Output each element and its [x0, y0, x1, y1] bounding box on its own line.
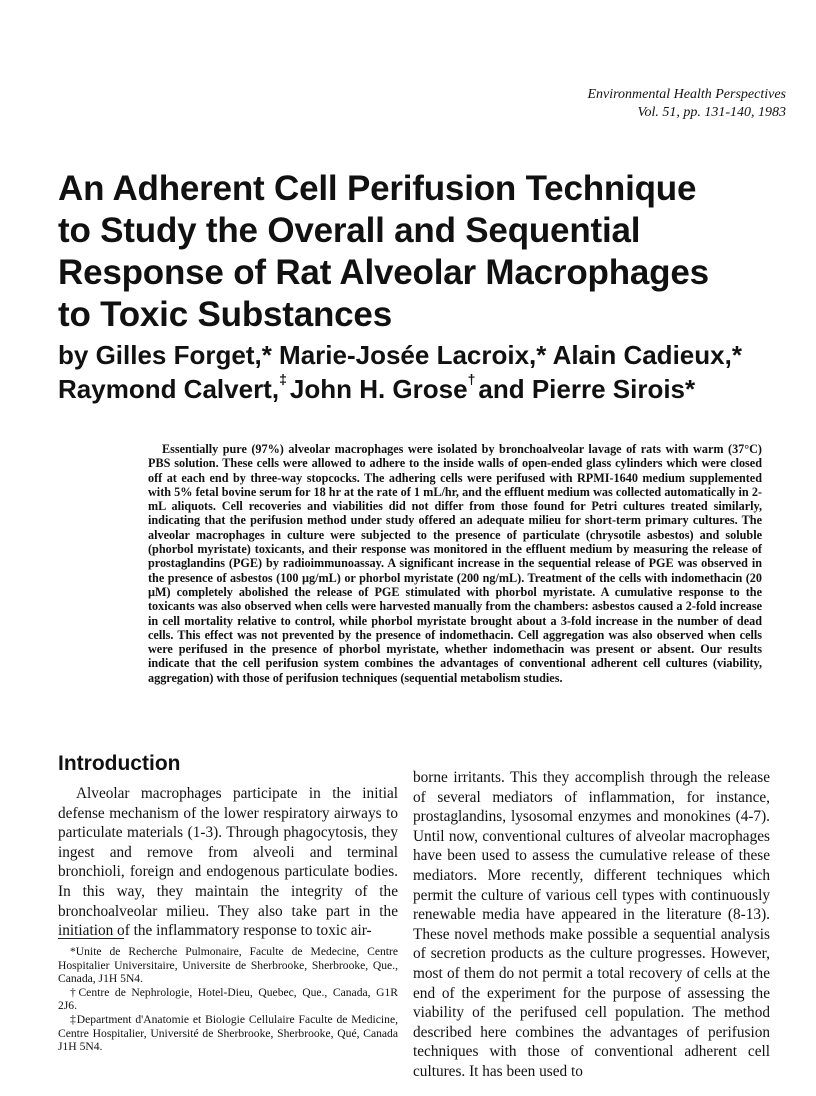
footnotes [58, 945, 398, 1054]
footnote: *Unite de Recherche Pulmonaire, Faculte de Medecine, Centre Hospitalier Universitaire, Universite de Sherbrooke, Sherbrooke, Que., Canada, J1H 5N4. [58, 945, 398, 986]
footnote: ‡Department d'Anatomie et Biologie Cellulaire Faculte de Medicine, Centre Hospitalier, Université de Sherbrooke, Sherbrooke, Qué, Canada J1H 5N4. [58, 1012, 398, 1054]
author-line: by Gilles Forget,* Marie-Josée Lacroix,* Alain Cadieux,* [58, 340, 742, 370]
author-line [58, 372, 798, 406]
journal-volume: Vol. 51, pp. 131-140, 1983 [637, 105, 786, 120]
journal-name: Environmental Health Perspectives [587, 87, 786, 102]
author-name: John H. Grose [289, 374, 468, 404]
article-title [58, 168, 798, 336]
body-text-right: borne irritants. This they accomplish through the release of several mediators of inflammation, for instance, prostaglandins, lysosomal enzymes and monokines (4-7). Until now, conventional cultures of alveolar macrophages have been used to assess the cumulative release of these mediators. More recently, different techniques which permit the culture of various cell types with continuously renewable media have appeared in the literature (8-13). These novel methods make possible a sequential analysis of secretion products as the culture progresses. However, most of them do not permit a total recovery of cells at the end of the experiment for the purpose of assessing the viability of the perifused cell population. The method described here combines the advantages of perifusion techniques with those of conventional adherent cell cultures. It has been used to [413, 769, 770, 1080]
journal-citation [587, 86, 786, 122]
title-line: to Toxic Substances [58, 295, 392, 334]
author-name: Raymond Calvert, [58, 374, 280, 404]
author-name: and Pierre Sirois* [478, 374, 696, 404]
title-line: Response of Rat Alveolar Macrophages [58, 253, 709, 292]
affiliation-mark: † [467, 371, 476, 387]
title-line: to Study the Overall and Sequential [58, 211, 641, 250]
footnote: †Centre de Nephrologie, Hotel-Dieu, Quebec, Que., Canada, G1R 2J6. [58, 985, 398, 1013]
author-list [58, 338, 798, 406]
footnote-divider [58, 938, 124, 939]
affiliation-mark: ‡ [279, 371, 287, 387]
section-heading: Introduction [58, 752, 181, 775]
abstract: Essentially pure (97%) alveolar macrophages were isolated by bronchoalveolar lavage of rats with warm (37°C) PBS solution. These cells were allowed to adhere to the inside walls of open-ended glass cylinders which were closed off at each end by three-way stopcocks. The adhering cells were perifused with RPMI-1640 medium supplemented with 5% fetal bovine serum for 18 hr at the rate of 1 mL/hr, and the effluent medium was collected automatically in 2-mL aliquots. Cell recoveries and viabilities did not differ from those found for Petri cultures treated similarly, indicating that the perifusion method under study offered an adequate milieu for short-term primary cultures. The alveolar macrophages in culture were subjected to the presence of particulate (chrysotile asbestos) and soluble (phorbol myristate) toxicants, and their response was monitored in the effluent medium by measuring the release of prostaglandins (PGE) by radioimmunoassay. A significant increase in the sequential release of PGE was observed in the presence of asbestos (100 µg/mL) or phorbol myristate (200 ng/mL). Treatment of the cells with indomethacin (20 µM) completely abolished the release of PGE stimulated with phorbol myristate. A cumulative response to the toxicants was also observed when cells were harvested manually from the chambers: asbestos caused a 2-fold increase in cell mortality relative to control, while phorbol myristate brought about a 3-fold increase in the number of dead cells. This effect was not prevented by the presence of indomethacin. Cell aggregation was also observed when cells were perifused in the presence of phorbol myristate, whether indomethacin was present or absent. Our results indicate that the cell perifusion system combines the advantages of conventional adherent cell cultures (viability, aggregation) with those of perifusion techniques (sequential metabolism studies. [148, 442, 762, 685]
body-text-left: Alveolar macrophages participate in the initial defense mechanism of the lower respiratory airways to particulate materials (1-3). Through phagocytosis, they ingest and remove from alveoli and terminal bronchioli, foreign and endogenous particulate bodies. In this way, they maintain the integrity of the bronchoalveolar milieu. They also take part in the initiation of the inflammatory response to toxic air- [58, 785, 398, 940]
title-line: An Adherent Cell Perifusion Technique [58, 169, 697, 208]
